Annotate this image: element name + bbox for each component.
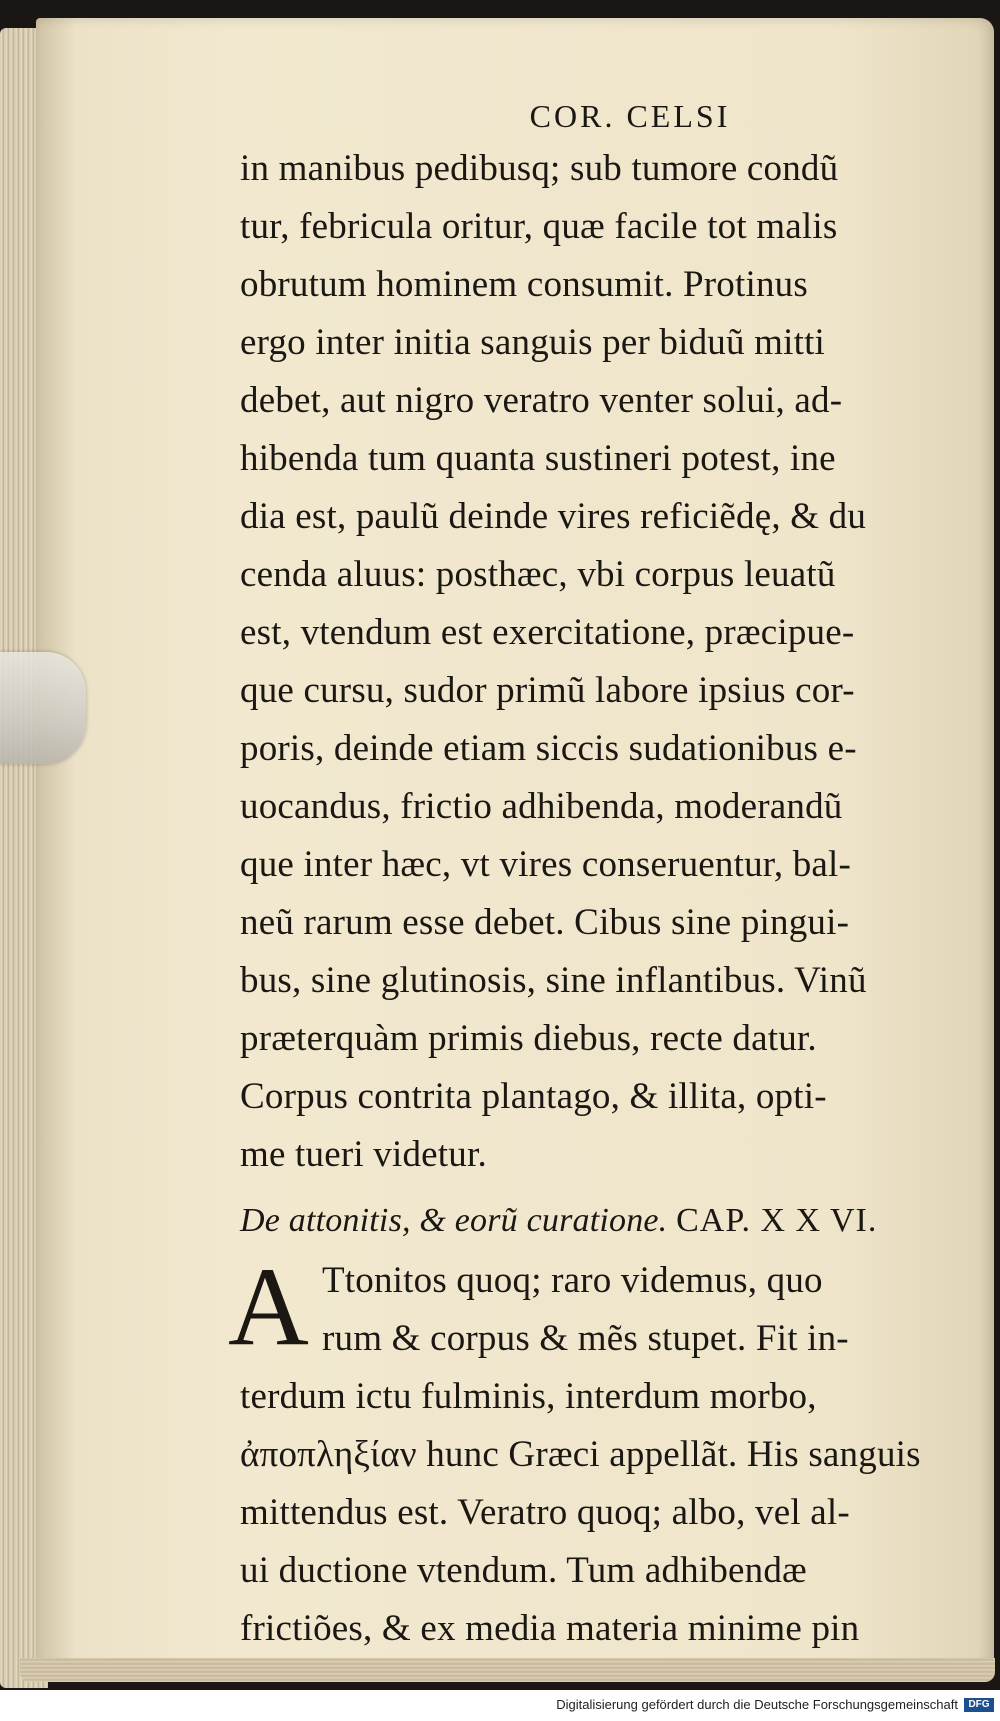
text-line: uocandus, frictio adhibenda, moderandũ	[240, 786, 843, 827]
text-line: frictiões, & ex media materia minime pin	[240, 1608, 860, 1649]
text-line: ui ductione vtendum. Tum adhibendæ	[240, 1550, 807, 1591]
text-line: in manibus pedibusq; sub tumore condũ	[240, 148, 839, 189]
digitization-footer	[0, 1690, 1000, 1721]
text-line: me tueri videtur.	[240, 1134, 487, 1175]
text-line: est, vtendum est exercitatione, præcipue-	[240, 612, 855, 653]
text-line: obrutum hominem consumit. Protinus	[240, 264, 808, 305]
text-line: cenda aluus: posthæc, vbi corpus leuatũ	[240, 554, 836, 595]
text-line: que inter hæc, vt vires conseruentur, bal-	[240, 844, 852, 885]
text-line: rum & corpus & mẽs stupet. Fit in-	[322, 1318, 849, 1359]
running-head: COR. CELSI	[529, 98, 731, 134]
page-text	[228, 92, 940, 1658]
text-line: debet, aut nigro veratro venter solui, ad-	[240, 380, 843, 421]
page-clip	[0, 652, 86, 764]
text-line: ergo inter initia sanguis per biduũ mitti	[240, 322, 826, 363]
chapter-number: CAP. X X VI.	[676, 1202, 878, 1239]
chapter-title: De attonitis, & eorũ curatione.	[240, 1202, 668, 1239]
text-line: poris, deinde etiam siccis sudationibus e-	[240, 728, 857, 769]
text-line: terdum ictu fulminis, interdum morbo,	[240, 1376, 817, 1417]
chapter-heading	[240, 1192, 940, 1252]
text-line: præterquàm primis diebus, recte datur.	[240, 1018, 817, 1059]
text-line: bus, sine glutinosis, sine inflantibus. Vinũ	[240, 960, 867, 1001]
text-line: tur, febricula oritur, quæ facile tot malis	[240, 206, 838, 247]
text-line: neũ rarum esse debet. Cibus sine pingui-	[240, 902, 850, 943]
text-line: Corpus contrita plantago, & illita, opti-	[240, 1076, 827, 1117]
funding-credit: Digitalisierung gefördert durch die Deutsche Forschungsgemeinschaft	[556, 1697, 958, 1712]
text-line: dia est, paulũ deinde vires reficiẽdę, & du	[240, 496, 867, 537]
text-line: Ttonitos quoq; raro videmus, quo	[322, 1260, 823, 1301]
text-line: que cursu, sudor primũ labore ipsius cor-	[240, 670, 855, 711]
text-line: ἀποπληξίαν hunc Græci appellãt. His sanguis	[240, 1434, 921, 1475]
page-stack-bottom	[20, 1658, 995, 1682]
text-line: mittendus est. Veratro quoq; albo, vel al-	[240, 1492, 850, 1533]
dfg-logo: DFG	[964, 1698, 994, 1712]
drop-cap: A	[228, 1245, 310, 1369]
text-line: hibenda tum quanta sustineri potest, ine	[240, 438, 836, 479]
